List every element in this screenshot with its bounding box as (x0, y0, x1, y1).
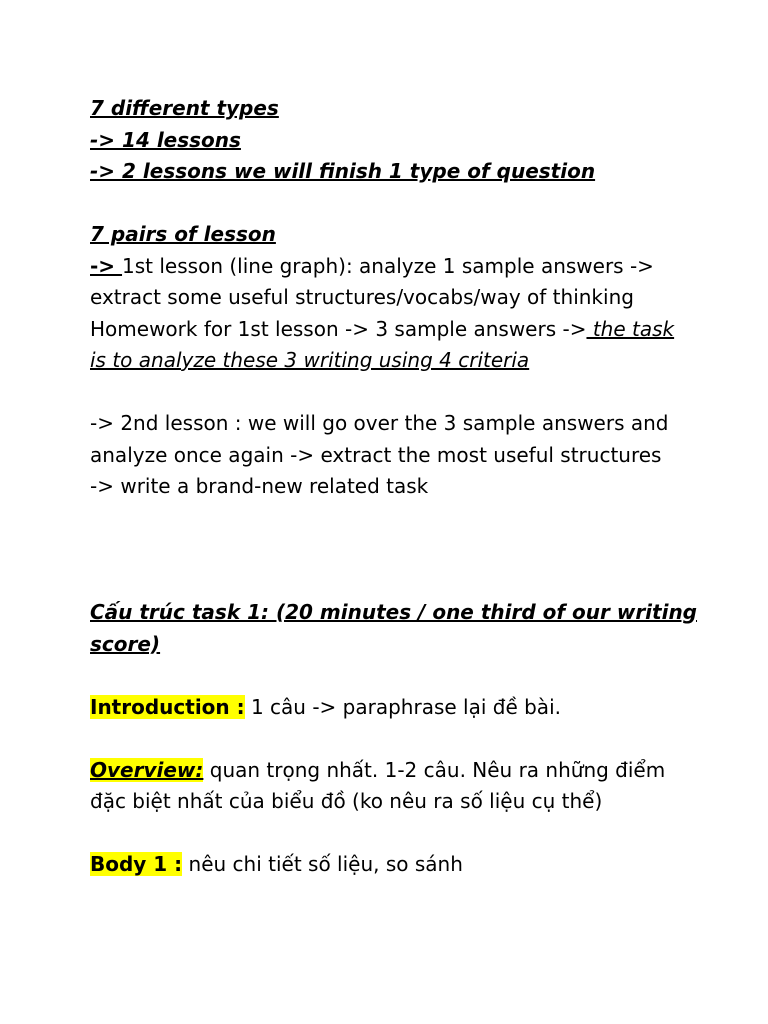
pairs-heading-line (90, 219, 700, 251)
types-line (90, 93, 700, 125)
first-lesson-text: 1st lesson (line graph): analyze 1 sample answers -> (122, 253, 654, 278)
criteria-text: is to analyze these 3 writing using 4 criteria (90, 348, 530, 372)
body1-text: nêu chi tiết số liệu, so sánh (182, 852, 463, 876)
spacer (90, 503, 700, 598)
overview-text: quan trọng nhất. 1-2 câu. Nêu ra những điểm (203, 757, 666, 782)
extract-line (90, 282, 700, 314)
body1-line (90, 849, 700, 881)
structure-heading: Cấu trúc task 1: (20 minutes / one third of our writing (90, 600, 698, 624)
document-page (90, 93, 700, 881)
spacer (90, 723, 700, 755)
overview-line (90, 755, 700, 787)
task-emphasis: the task (586, 316, 675, 341)
criteria-line (90, 345, 700, 377)
spacer (90, 188, 700, 220)
analyze-again-line (90, 440, 700, 472)
spacer (90, 818, 700, 850)
second-lesson-text: -> 2nd lesson : we will go over the 3 sample answers and (90, 411, 669, 435)
spacer (90, 660, 700, 692)
introduction-line (90, 692, 700, 724)
pairs-heading: 7 pairs of lesson (90, 222, 276, 246)
types-text: 7 different types (90, 96, 279, 120)
spacer (90, 377, 700, 409)
finish-type-text: -> 2 lessons we will finish 1 type of question (90, 159, 596, 183)
arrow-marker: -> (90, 253, 123, 278)
structure-heading-cont: score) (90, 631, 161, 656)
structure-heading-line-2 (90, 629, 700, 661)
first-lesson-line (90, 251, 700, 283)
overview-label: Overview: (90, 757, 204, 782)
brand-new-task-text: -> write a brand-new related task (90, 474, 429, 498)
homework-text: Homework for 1st lesson -> 3 sample answers -> (90, 316, 587, 341)
introduction-label: Introduction : (90, 694, 245, 719)
body1-label: Body 1 : (90, 852, 183, 876)
brand-new-task-line (90, 471, 700, 503)
introduction-text: 1 câu -> paraphrase lại đề bài. (244, 694, 561, 719)
analyze-again-text: analyze once again -> extract the most useful structures (90, 442, 662, 467)
overview-text-cont: đặc biệt nhất của biểu đồ (ko nêu ra số liệu cụ thể) (90, 789, 603, 813)
finish-type-line (90, 156, 700, 188)
lessons-line (90, 125, 700, 157)
extract-text: extract some useful structures/vocabs/way of thinking (90, 285, 634, 309)
overview-line-2 (90, 786, 700, 818)
structure-heading-line (90, 597, 700, 629)
homework-line (90, 314, 700, 346)
second-lesson-line (90, 408, 700, 440)
lessons-text: -> 14 lessons (90, 127, 241, 152)
